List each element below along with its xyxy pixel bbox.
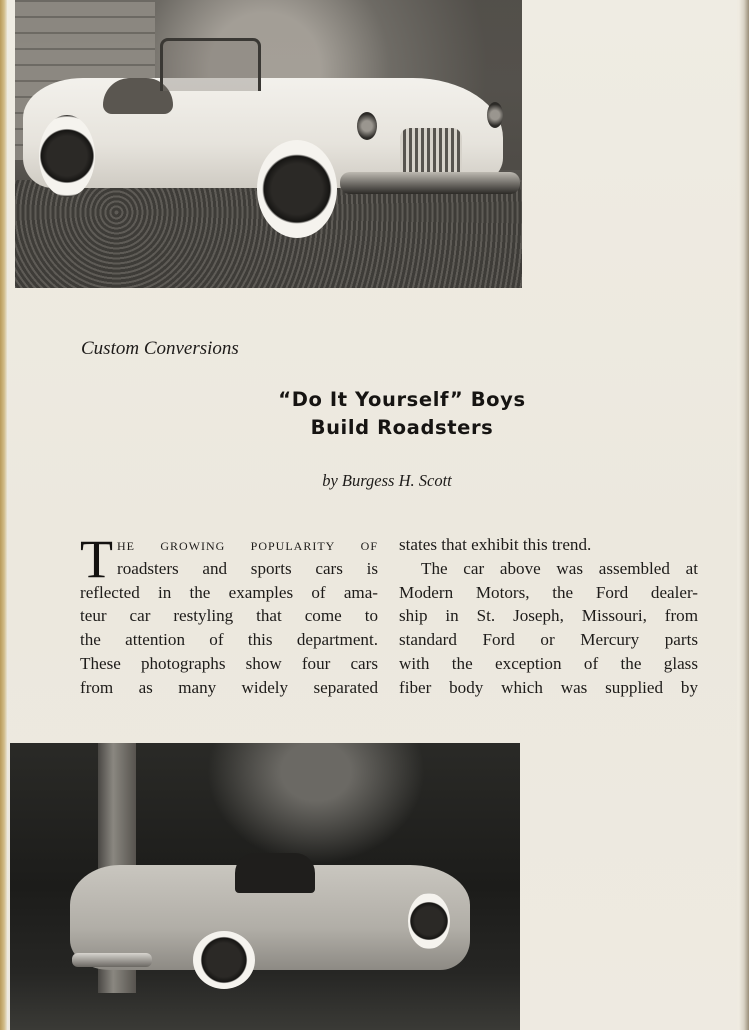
byline: by Burgess H. Scott [322, 471, 452, 490]
article-column-left [80, 529, 378, 700]
page-binding-edge [0, 0, 7, 1030]
text-line-1: he growing popularity of [117, 535, 378, 554]
section-kicker: Custom Conversions [81, 338, 239, 359]
headline-line-2: Build Roadsters [310, 416, 494, 439]
roadster-grille [400, 128, 462, 176]
bottom-photo [10, 743, 520, 1030]
text-line-5: the attention of this department. [80, 630, 378, 650]
roadster-folded-top [235, 853, 315, 893]
text-line [80, 533, 378, 557]
roadster-front-wheel [408, 893, 450, 949]
top-photo [15, 0, 522, 288]
page-edge-right [739, 0, 749, 1030]
text-line-7: from as many widely separated [80, 677, 378, 697]
text-line-3: Modern Motors, the Ford dealer- [399, 582, 698, 602]
drop-cap: T [80, 529, 113, 589]
text-line-7: fiber body which was supplied by [399, 677, 698, 697]
headline-line-1: “Do It Yourself” Boys [278, 388, 526, 411]
text-line-4: ship in St. Joseph, Missouri, from [399, 606, 698, 626]
text-line-6: with the exception of the glass [399, 653, 698, 673]
article-column-right [399, 533, 698, 700]
roadster-front-wheel [257, 140, 337, 238]
text-line-3: reflected in the examples of ama- [80, 582, 378, 602]
roadster-windshield [160, 38, 261, 91]
roadster-headlight [357, 112, 377, 140]
roadster-headlight [487, 102, 503, 128]
roadster-bumper [72, 953, 152, 967]
text-line-6: These photographs show four cars [80, 653, 378, 673]
magazine-page [7, 0, 737, 1030]
text-line-1: states that exhibit this trend. [399, 535, 592, 554]
roadster-bumper [340, 172, 520, 194]
roadster-rear-wheel [193, 931, 255, 989]
text-line-4: teur car restyling that come to [80, 606, 378, 626]
text-line-2: roadsters and sports cars is [117, 558, 378, 578]
text-line-5: standard Ford or Mercury parts [399, 630, 698, 650]
text-line-2: The car above was assembled at [421, 558, 698, 578]
headline [157, 386, 647, 442]
roadster-rear-wheel [39, 115, 95, 197]
